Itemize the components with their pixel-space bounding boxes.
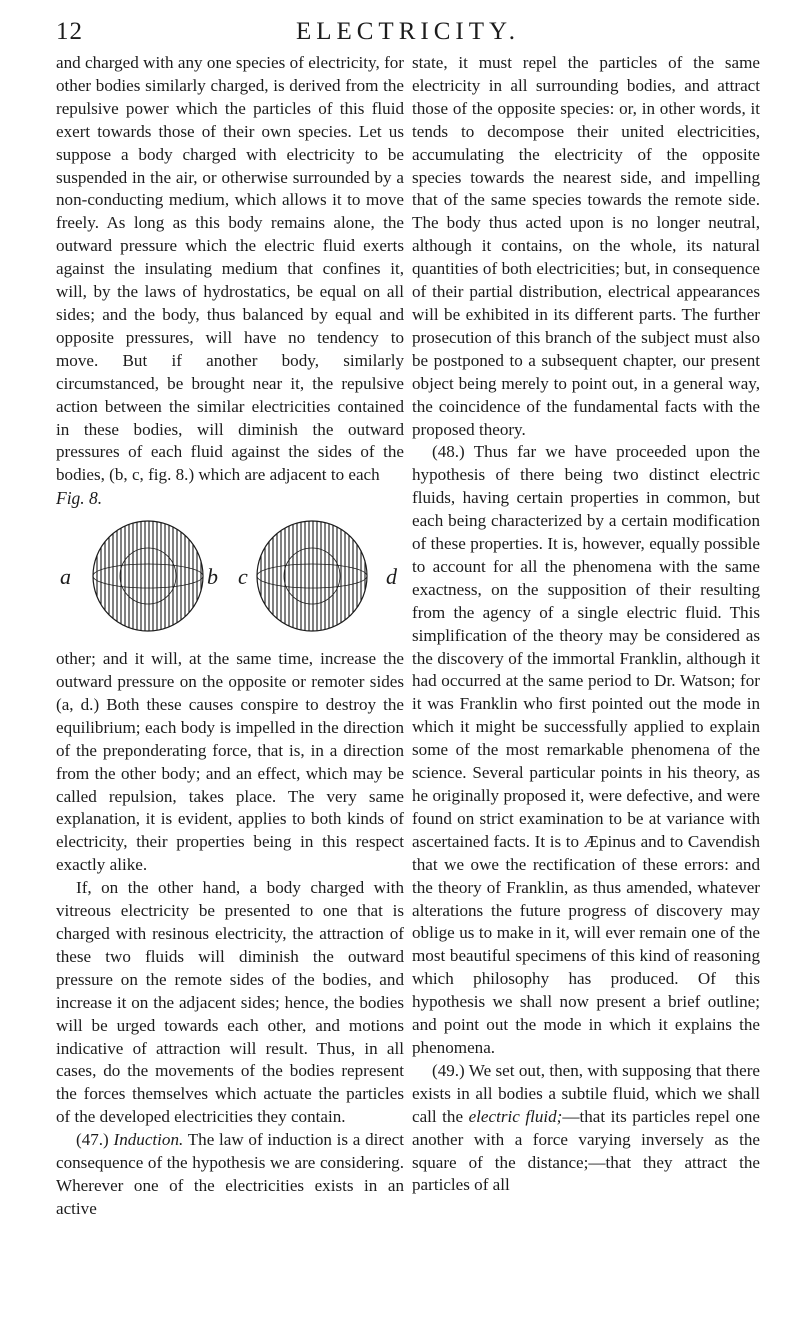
running-title: ELECTRICITY. bbox=[295, 18, 521, 45]
figure-8-illustration bbox=[56, 514, 404, 642]
page-header bbox=[56, 12, 760, 52]
section-number: (47.) bbox=[76, 1130, 109, 1150]
figure-label-b: b bbox=[207, 564, 218, 590]
left-sphere bbox=[93, 521, 203, 631]
right-sphere bbox=[257, 521, 367, 631]
paragraph-text: —that its particles repel one another with a force varying inversely as the square of the distance;—that they attract the particles of all bbox=[412, 1106, 760, 1195]
emphasis-term: electric fluid; bbox=[468, 1106, 563, 1126]
left-column bbox=[56, 52, 404, 1221]
paragraph: (48.) Thus far we have proceeded upon the hypothesis of there being two distinct electric fluids, having certain properties in common, but each being characterized by a certain modification of these properties. It is, however, equally possible to account for all the phenomena with the same exactness, on the supposition of their resulting from the agency of a single electric fluid. This simplification of the theory may be considered as the discovery of the immortal Franklin, although it had occurred at the same period to Dr. Watson; for it was Franklin who first pointed out the mode in which it might be successfully applied to explain some of the most remarkable phenomena of the science. Several particular points in his theory, as he originally proposed it, were defective, and were found on strict examination to be at variance with ascertained facts. It is to Æpinus and to Cavendish that we owe the rectification of these errors: and the theory of Franklin, as thus amended, whatever alterations the future progress of discovery may oblige us to make in it, will ever remain one of the most beautiful specimens of this kind of reasoning which philosophy has produced. Of this hypothesis we shall now present a brief outline; and point out the mode in which it explains the phenomena. bbox=[412, 442, 760, 1057]
paragraph-text: (49.) We set out, then, with supposing that there exists in all bodies a subtile fluid, which we shall call the bbox=[412, 1060, 760, 1126]
figure-label-a: a bbox=[60, 564, 71, 590]
figure-label-d: d bbox=[386, 564, 397, 590]
paragraph: state, it must repel the particles of the same electricity in all surrounding bodies, and attract those of the opposite species: or, in other words, it tends to decompose their united electricities, accumulating the electricity of the opposite species towards the nearest side, and impelling that of the same species towards the remote side. The body thus acted upon is no longer neutral, although it contains, on the whole, its natural quantities of both electricities; but, in consequence of their partial distribution, electrical appearances will be exhibited in its different parts. The further prosecution of this branch of the subject must also be postponed to a subsequent chapter, our present object being merely to point out, in a general way, the coincidence of the fundamental facts with the proposed theory. bbox=[412, 53, 760, 439]
paragraph-text: The law of induction is a direct consequence of the hypothesis we are considering. Wherever one of the electricities exists in an active bbox=[56, 1130, 405, 1218]
page-number: 12 bbox=[56, 18, 83, 45]
section-heading: Induction. bbox=[113, 1130, 184, 1150]
paragraph: and charged with any one species of electricity, for other bodies similarly charged, is derived from the repulsive power which the particles of this fluid exert towards those of their own species. Let us suppose a body charged with electricity to be suspended in the air, or otherwise surrounded by a non-conducting medium, which allows it to move freely. As long as this body remains alone, the outward pressure which the electric fluid exerts against the insulating medium that confines it, will, by the laws of hydrostatics, be equal on all sides; and the body, thus balanced by equal and opposite pressures, will have no tendency to move. But if another body, similarly circumstanced, be brought near it, the repulsive action between the similar electricities contained in these bodies, will diminish the outward pressures of each fluid against the sides of the bodies, (b, c, fig. 8.) which are adjacent to each bbox=[56, 53, 404, 485]
paragraph-induction bbox=[56, 1129, 404, 1221]
paragraph: If, on the other hand, a body charged with vitreous electricity be presented to one that is charged with resinous electricity, the attraction of these two fluids will diminish the outward pressure on the remote sides of the bodies, and increase it on the adjacent sides; hence, the bodies will be urged towards each other, and motions indicative of attraction will result. Thus, in all cases, do the movements of the bodies represent the forces themselves which actuate the particles of the developed electricities they contain. bbox=[56, 878, 404, 1127]
paragraph bbox=[412, 1060, 760, 1197]
right-column bbox=[412, 52, 760, 1197]
paragraph: other; and it will, at the same time, increase the outward pressure on the opposite or remoter sides (a, d.) Both these causes conspire to destroy the equilibrium; each body is impelled in the direction of the preponderating force, that is, in a direction from the other body; and an effect, which may be called repulsion, takes place. The very same explanation, it is evident, applies to both kinds of electricity, their properties being in this respect exactly alike. bbox=[56, 649, 404, 875]
figure-caption: Fig. 8. bbox=[56, 488, 103, 509]
figure-label-c: c bbox=[238, 564, 248, 590]
